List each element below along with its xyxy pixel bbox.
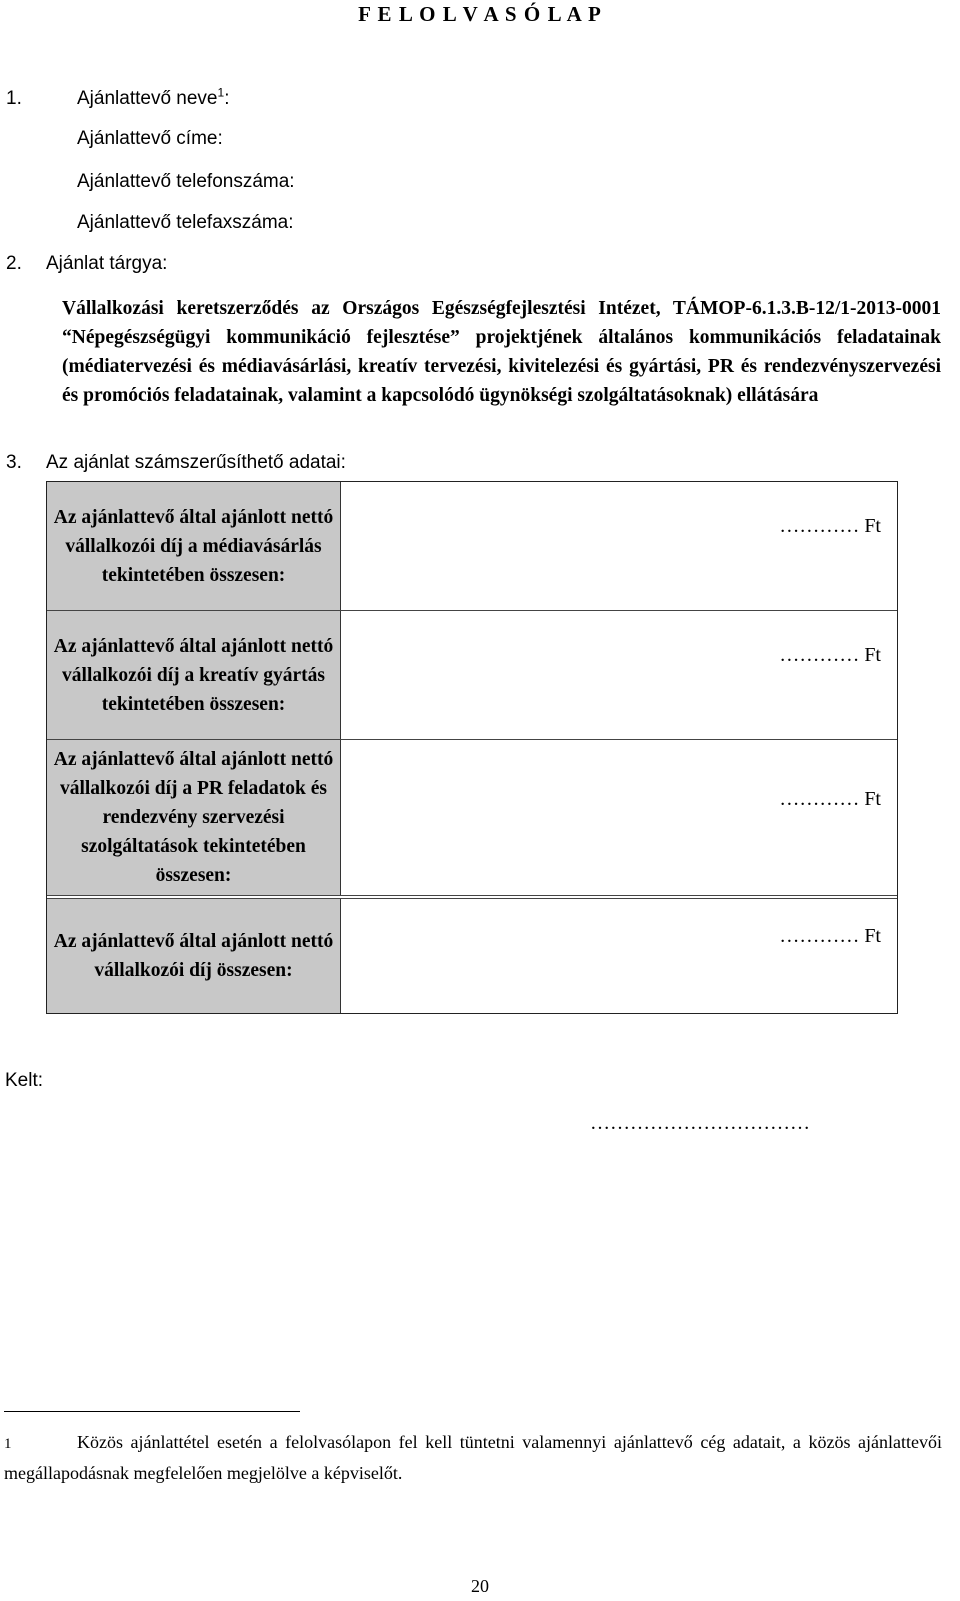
offer-subject-label: Ajánlat tárgya: bbox=[46, 253, 168, 274]
row-value-creative[interactable]: ………… Ft bbox=[779, 644, 881, 666]
footnote-text: Közös ajánlattétel esetén a felolvasólapon fel kell tüntetni valamennyi ajánlattevő cég adatait, a közös ajánlattevői megállapodásnak megfelelően megjelölve a képviselőt. bbox=[4, 1432, 942, 1483]
section3-number: 3. bbox=[6, 452, 22, 473]
footnote bbox=[4, 1428, 942, 1488]
row-label-pr: Az ajánlattevő által ajánlott nettó vállalkozói díj a PR feladatok és rendezvény szervezési szolgáltatások tekintetében összesen: bbox=[47, 740, 341, 895]
table-row-creative bbox=[47, 611, 897, 739]
bidder-address-label: Ajánlattevő címe: bbox=[77, 128, 223, 149]
bidder-phone-label: Ajánlattevő telefonszáma: bbox=[77, 171, 295, 192]
page-title: F E L O L V A S Ó L A P bbox=[358, 2, 602, 26]
page-number: 20 bbox=[471, 1576, 489, 1596]
row-label-media: Az ajánlattevő által ajánlott nettó vállalkozói díj a médiavásárlás tekintetében összesen: bbox=[47, 482, 341, 610]
row-value-pr[interactable]: ………… Ft bbox=[779, 788, 881, 810]
table-row-pr bbox=[47, 740, 897, 895]
footnote-number: 1 bbox=[4, 1436, 12, 1452]
bidder-fax-label: Ajánlattevő telefaxszáma: bbox=[77, 212, 294, 233]
row-value-total[interactable]: ………… Ft bbox=[779, 925, 881, 947]
section2-number: 2. bbox=[6, 253, 22, 274]
bidder-name-label: Ajánlattevő neve$^1$: bbox=[77, 85, 230, 109]
date-label: Kelt: bbox=[5, 1070, 44, 1091]
footnote-ref: 1 bbox=[217, 85, 225, 100]
row-label-total: Az ajánlattevő által ajánlott nettó vállalkozói díj összesen: bbox=[47, 899, 341, 1013]
table-row-media bbox=[47, 482, 897, 610]
footnote-separator bbox=[4, 1411, 300, 1412]
signature-line[interactable]: …………………………… bbox=[590, 1112, 810, 1134]
quantifiable-data-label: Az ajánlat számszerűsíthető adatai: bbox=[46, 452, 346, 473]
bid-data-table bbox=[46, 481, 898, 1014]
offer-subject-text: Vállalkozási keretszerződés az Országos Egészségfejlesztési Intézet, TÁMOP-6.1.3.B-12/1-2013-0001 “Népegészségügyi kommunikáció fejlesztése” projektjének általános kommunikációs feladatainak (médiatervezési és médiavásárlási, kreatív tervezési, kivitelezési és gyártási, PR és rendezvényszervezési és promóciós feladatainak, valamint a kapcsolódó ügynökségi szolgáltatásoknak) ellátására bbox=[62, 298, 941, 406]
table-row-total bbox=[47, 899, 897, 1013]
section1-number: 1. bbox=[6, 88, 22, 109]
table-divider bbox=[47, 895, 897, 896]
row-value-media[interactable]: ………… Ft bbox=[779, 515, 881, 537]
row-label-creative: Az ajánlattevő által ajánlott nettó vállalkozói díj a kreatív gyártás tekintetében összesen: bbox=[47, 611, 341, 739]
